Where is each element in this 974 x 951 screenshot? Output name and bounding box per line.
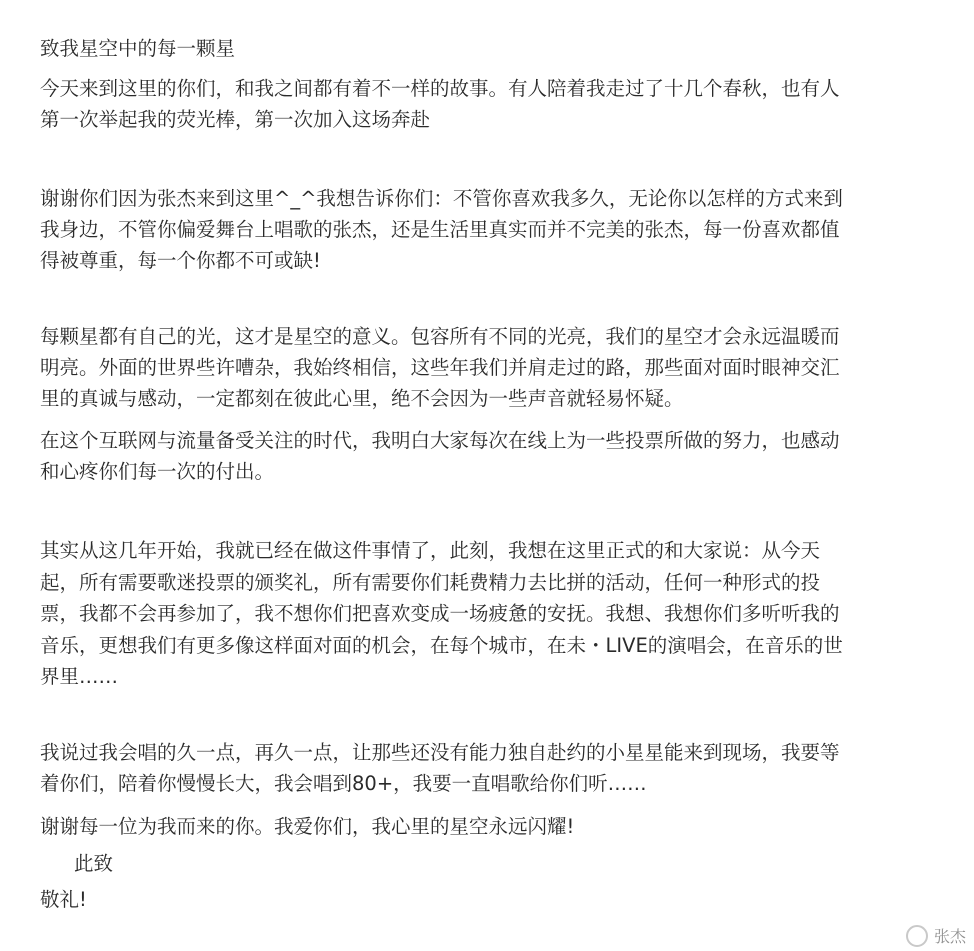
- watermark-text: 张杰: [933, 927, 966, 946]
- paragraph-line: 票，我都不会再参加了，我不想你们把喜欢变成一场疲惫的安抚。我想、我想你们多听听我的: [40, 602, 840, 625]
- paragraph-line: 明亮。外面的世界些许嘈杂，我始终相信，这些年我们并肩走过的路，那些面对面时眼神交汇: [40, 356, 840, 379]
- paragraph-line: 里的真诚与感动，一定都刻在彼此心里，绝不会因为一些声音就轻易怀疑。: [40, 387, 684, 410]
- closing-line: 此致: [74, 852, 114, 875]
- paragraph-line: 得被尊重，每一个你都不可或缺!: [40, 249, 321, 272]
- paragraph-line: 在这个互联网与流量备受关注的时代，我明白大家每次在线上为一些投票所做的努力，也感动: [40, 429, 840, 452]
- paragraph-line: 谢谢你们因为张杰来到这里^_^我想告诉你们：不管你喜欢我多久，无论你以怎样的方式来到: [40, 187, 843, 210]
- paragraph-line: 和心疼你们每一次的付出。: [40, 460, 275, 483]
- paragraph-line: 着你们，陪着你慢慢长大，我会唱到80+，我要一直唱歌给你们听……: [40, 772, 647, 795]
- watermark-logo-icon: [906, 925, 928, 947]
- paragraph-line: 音乐，更想我们有更多像这样面对面的机会，在每个城市，在未・LIVE的演唱会，在音乐的世: [40, 634, 843, 657]
- paragraph-line: 第一次举起我的荧光棒，第一次加入这场奔赴: [40, 108, 431, 131]
- paragraph-line: 我说过我会唱的久一点，再久一点，让那些还没有能力独自赴约的小星星能来到现场，我要等: [40, 741, 840, 764]
- paragraph-line: 我身边，不管你偏爱舞台上唱歌的张杰，还是生活里真实而并不完美的张杰，每一份喜欢都值: [40, 218, 840, 241]
- letter-title: 致我星空中的每一颗星: [40, 37, 236, 60]
- salute-line: 敬礼!: [40, 888, 87, 911]
- paragraph-line: 谢谢每一位为我而来的你。我爱你们，我心里的星空永远闪耀!: [40, 815, 575, 838]
- paragraph-line: 其实从这几年开始，我就已经在做这件事情了，此刻，我想在这里正式的和大家说：从今天: [40, 539, 821, 562]
- paragraph-line: 每颗星都有自己的光，这才是星空的意义。包容所有不同的光亮，我们的星空才会永远温暖而: [40, 325, 840, 348]
- watermark: [906, 924, 966, 947]
- paragraph-line: 今天来到这里的你们，和我之间都有着不一样的故事。有人陪着我走过了十几个春秋，也有人: [40, 77, 840, 100]
- paragraph-line: 起，所有需要歌迷投票的颁奖礼，所有需要你们耗费精力去比拼的活动，任何一种形式的投: [40, 571, 821, 594]
- paragraph-line: 界里……: [40, 665, 119, 688]
